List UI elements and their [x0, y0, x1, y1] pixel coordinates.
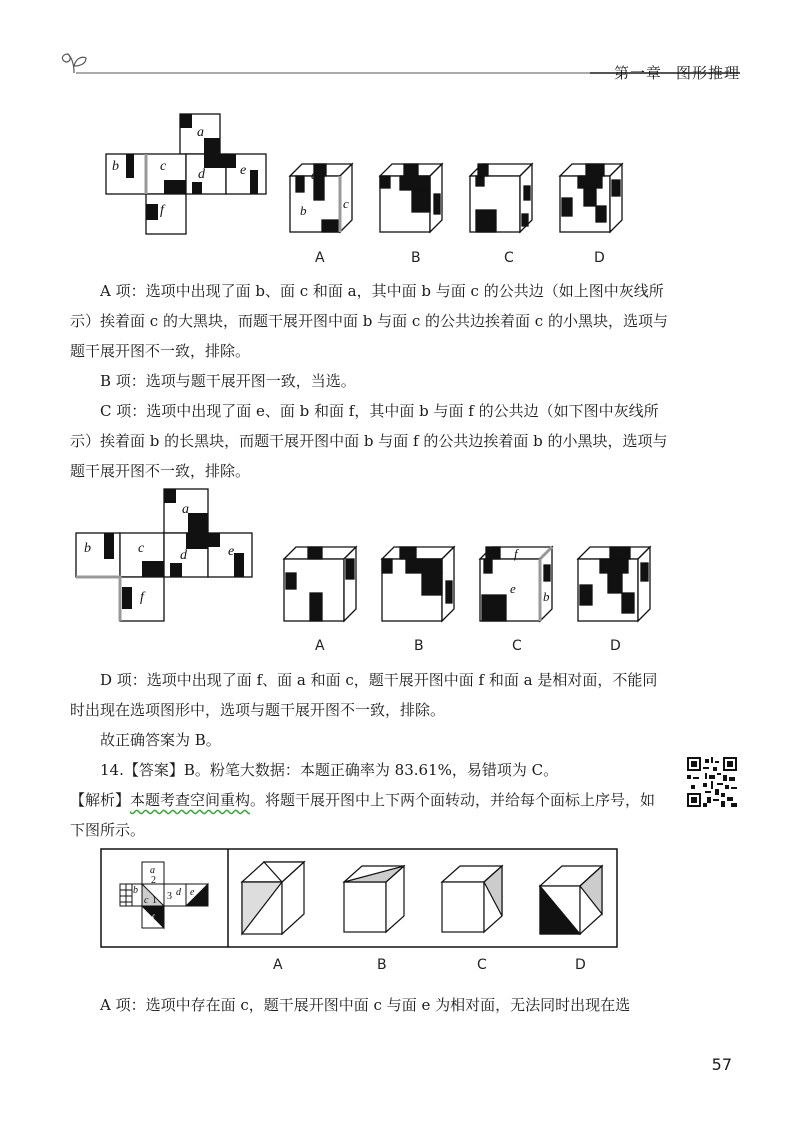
cube-c-3 — [442, 866, 502, 932]
question-14-answer — [70, 755, 670, 785]
page-number: 57 — [711, 1055, 732, 1074]
option2-label-b: B — [414, 638, 424, 654]
cube-d — [560, 164, 622, 232]
option3-label-a: A — [273, 957, 283, 973]
option-label-a: A — [315, 250, 325, 266]
figure-3 — [100, 848, 620, 950]
net3-label-1: 1 — [152, 895, 157, 906]
cube-a-3 — [242, 862, 304, 934]
explanation-block-2 — [70, 665, 670, 845]
cube-c2-face-e: e — [510, 581, 516, 596]
question-14-analysis — [70, 785, 670, 845]
option-label-b: B — [411, 250, 421, 266]
net2-label-b: b — [84, 541, 91, 556]
cube-b-2 — [382, 547, 454, 621]
conclusion: 故正确答案为 B。 — [100, 731, 221, 749]
paragraph-option-a: A 项：选项中出现了面 b、面 c 和面 a，其中面 b 与面 c 的公共边（如上图中灰线所示）挨着面 c 的大黑块，而题干展开图中面 b 与面 c 的公共边挨着面 c 的小黑块，选项与题干展开图不一致，排除。 — [70, 282, 668, 360]
cube-c2-face-f: f — [514, 546, 518, 561]
explanation-block-3 — [70, 990, 670, 1020]
option-label-c: C — [504, 250, 514, 266]
net-label-e: e — [240, 163, 247, 178]
option3-label-d: D — [575, 957, 586, 973]
cube-c — [470, 164, 532, 232]
net-label-c: c — [160, 159, 167, 174]
net3-label-a: a — [150, 865, 155, 876]
net-label-b: b — [112, 159, 119, 174]
net3-label-c: c — [144, 895, 149, 906]
paragraph-option-c: C 项：选项中出现了面 e、面 b 和面 f，其中面 b 与面 f 的公共边（如下图中灰线所示）挨着面 b 的长黑块，而题干展开图中面 b 与面 f 的公共边挨着面 b 的小黑块，选项与题干展开图不一致，排除。 — [70, 402, 668, 480]
analysis-key-point: 本题考查空间重构 — [130, 791, 251, 809]
net-label-d: d — [198, 167, 205, 182]
net-label-f: f — [160, 203, 164, 218]
analysis-tag: 【解析】 — [70, 791, 131, 809]
explanation-block-1 — [70, 276, 670, 486]
chapter-heading — [600, 62, 740, 83]
net3-label-b: b — [133, 885, 138, 896]
option2-label-d: D — [610, 638, 621, 654]
net2-label-f: f — [140, 590, 144, 605]
sprout-icon — [62, 54, 86, 73]
cube-c2-face-b: b — [543, 589, 550, 604]
net-label-a: a — [197, 125, 204, 140]
cube-a-face-a: a — [311, 167, 318, 182]
cube-a-face-c: c — [343, 196, 349, 211]
answer-text: B。粉笔大数据：本题正确率为 83.61%，易错项为 C。 — [183, 761, 559, 779]
option-label-d: D — [594, 250, 605, 266]
net3-label-3: 3 — [167, 891, 172, 902]
net2-label-c: c — [138, 541, 145, 556]
net3-label-2: 2 — [151, 875, 156, 886]
option2-label-a: A — [315, 638, 325, 654]
chapter-number: 第一章 — [613, 64, 662, 82]
option3-label-c: C — [477, 957, 487, 973]
paragraph-option-b: B 项：选项与题干展开图一致，当选。 — [100, 372, 356, 390]
question-number: 14. — [100, 761, 124, 779]
cube-b-3 — [344, 866, 404, 932]
paragraph-option-d: D 项：选项中出现了面 f、面 a 和面 c，题干展开图中面 f 和面 a 是相对面，不能同时出现在选项图形中，选项与题干展开图不一致，排除。 — [70, 671, 658, 719]
figure-1 — [100, 110, 660, 270]
net3-label-f: f — [151, 914, 154, 925]
gray-edge-2 — [76, 577, 120, 621]
option3-label-b: B — [377, 957, 387, 973]
cube-a-face-b: b — [300, 203, 307, 218]
cube-a-2 — [284, 547, 356, 621]
figure-2 — [70, 485, 670, 645]
qr-code-icon[interactable] — [687, 757, 737, 807]
chapter-title: 图形推理 — [675, 64, 740, 82]
net2-label-e: e — [228, 544, 235, 559]
cube-b — [380, 164, 442, 232]
net2-label-d: d — [180, 548, 187, 563]
option2-label-c: C — [512, 638, 522, 654]
answer-tag: 【答案】 — [123, 761, 184, 779]
net3-label-d: d — [176, 887, 181, 898]
page-header — [60, 40, 740, 84]
analysis-text: 。将题干展开图中上下两个面转动，并给每个面标上序号，如下图所示。 — [70, 791, 656, 839]
paragraph-last: A 项：选项中存在面 c，题干展开图中面 c 与面 e 为相对面，无法同时出现在选 — [100, 996, 631, 1014]
net2-label-a: a — [182, 502, 189, 517]
cube-d-2 — [578, 547, 650, 621]
net3-label-e: e — [190, 887, 195, 898]
cube-net-2 — [76, 489, 252, 621]
cube-d-3 — [540, 866, 602, 934]
